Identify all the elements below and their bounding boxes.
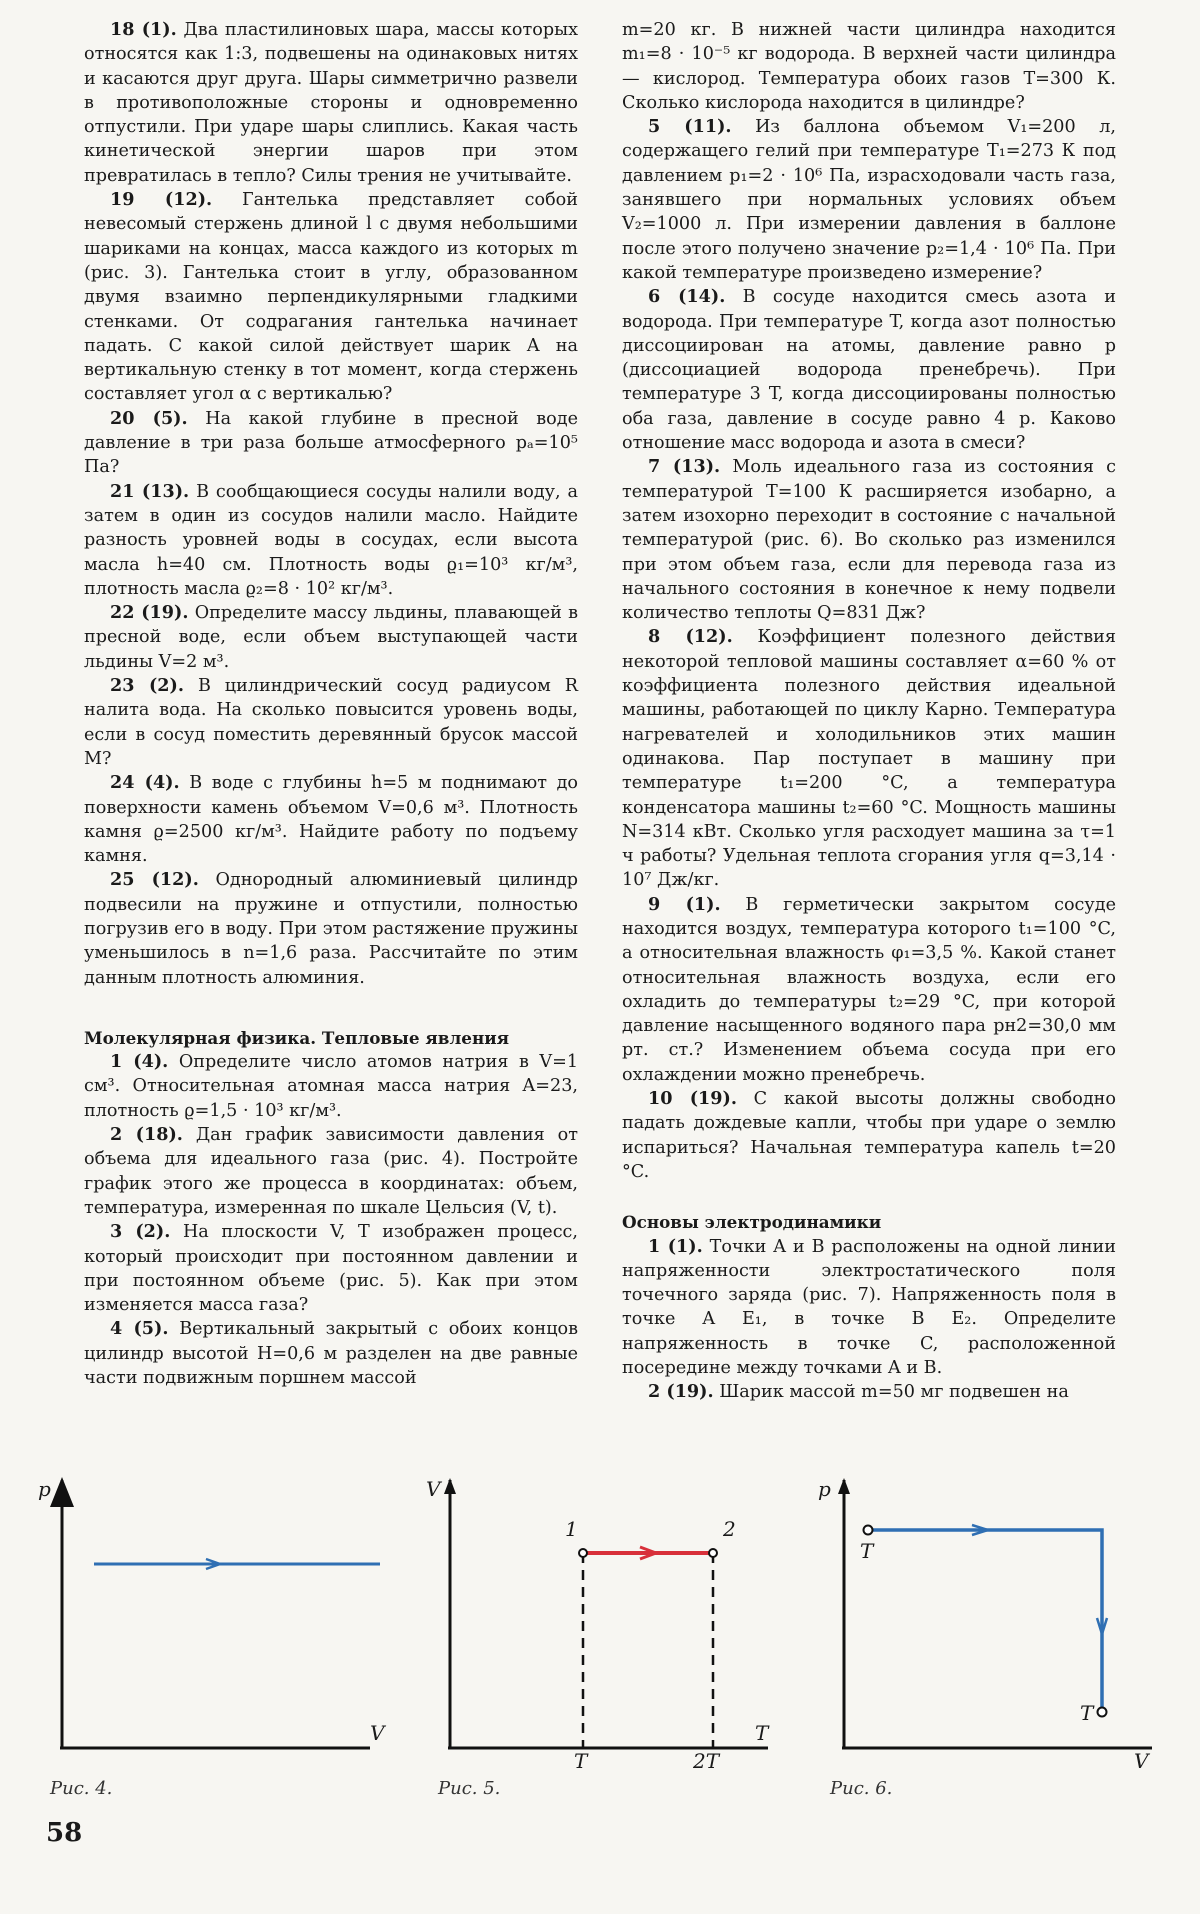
problem-m7: 7 (13). Моль идеального газа из состояния с температурой T=100 К расширяется изобарно, а затем изохорно переходит в состояние с начальной температурой (рис. 6). Во сколько раз изменился при этом объем газа, если для перевода газа из начального состояния в конечное к нему подвели количество теплоты Q=831 Дж? (622, 456, 1117, 624)
problem-24: 24 (4). В воде с глубины h=5 м поднимают до поверхности камень объемом V=0,6 м³. Плотность камня ϱ=2500 кг/м³. Найдите работу по подъему камня. (84, 772, 579, 867)
problem-e2: 2 (19). Шарик массой m=50 мг подвешен на (648, 1381, 1069, 1403)
y-axis-arrow (444, 1478, 456, 1494)
point-2-label: 2 (723, 1517, 736, 1541)
problem-m4: 4 (5). Вертикальный закрытый с обоих концов цилиндр высотой H=0,6 м разделен на две равные части подвижным поршнем массой (84, 1318, 579, 1389)
section-heading-molecular: Молекулярная физика. Тепловые явления (84, 1027, 510, 1048)
y-axis-label: V (426, 1477, 441, 1501)
x-axis-label: V (1134, 1749, 1149, 1773)
problem-23: 23 (2). В цилиндрический сосуд радиусом R налита вода. На сколько повысится уровень воды, если в сосуд поместить деревянный брусок массой M? (84, 675, 579, 769)
problem-m1: 1 (4). Определите число атомов натрия в V=1 см³. Относительная атомная масса натрия A=23, плотность ϱ=1,5 · 10³ кг/м³. (84, 1051, 579, 1121)
y-axis-arrow (838, 1478, 850, 1494)
figure-6 (818, 1468, 1162, 1773)
start-label: T (860, 1539, 874, 1563)
process-path (868, 1530, 1102, 1710)
problem-18: 18 (1). Два пластилиновых шара, массы которых относятся как 1:3, подвешены на одинаковых нитях и касаются друг друга. Шары симметрично развели в противоположные стороны и одновременно отпустили. При ударе шары слиплись. Какая часть кинетической энергии шаров при этом превратилась в тепло? Силы трения не учитывайте. (84, 19, 579, 186)
problem-19: 19 (12). Гантелька представляет собой невесомый стержень длиной l с двумя небольшими шариками на концах, масса каждого из которых m (рис. 3). Гантелька стоит в углу, образованном двумя взаимно перпендикулярными гладкими стенками. От содрагания гантелька начинает падать. С какой силой действует шарик A на вертикальную стенку в тот момент, когда стержень составляет угол α с вертикалью? (84, 189, 578, 405)
end-label: T (1080, 1701, 1094, 1725)
problem-m2: 2 (18). Дан график зависимости давления от объема для идеального газа (рис. 4). Постройте график этого же процесса в координатах: объем, температура, измеренная по шкале Цельсия (V, t). (84, 1124, 579, 1218)
problem-m4-continued: m=20 кг. В нижней части цилиндра находится m₁=8 · 10⁻⁵ кг водорода. В верхней части цилиндра — кислород. Температура обоих газов T=300 К. Сколько кислорода находится в цилиндре? (622, 20, 1116, 113)
end-point (1098, 1708, 1107, 1717)
problem-21: 21 (13). В сообщающиеся сосуды налили воду, а затем в один из сосудов налили масло. Найдите разность уровней воды в сосудах, если высота масла h=40 см. Плотность воды ϱ₁=10³ кг/м³, плотность масла ϱ₂=8 · 10² кг/м³. (84, 480, 579, 599)
y-axis-label: p (818, 1477, 831, 1501)
problem-m6: 6 (14). В сосуде находится смесь азота и водорода. При температуре T, когда азот полностью диссоциирован на атомы, давление равно p (диссоциацией водорода пренебречь). При температуре 3 T, когда диссоциированы полностью оба газа, давление в сосуде равно 4 p. Каково отношение масс водорода и азота в смеси? (622, 286, 1116, 454)
caption-fig6: Рис. 6. (830, 1778, 893, 1799)
caption-fig5: Рис. 5. (438, 1778, 501, 1799)
point-1-label: 1 (565, 1517, 578, 1541)
x-axis-label: T (755, 1721, 769, 1745)
y-axis-label: p (38, 1477, 51, 1501)
figure-5 (426, 1468, 778, 1773)
section-heading-electro: Основы электродинамики (622, 1212, 882, 1233)
right-column (622, 18, 1116, 1405)
problem-m5: 5 (11). Из баллона объемом V₁=200 л, содержащего гелий при температуре T₁=273 К под давлением p₁=2 · 10⁶ Па, израсходовали часть газа, занявшего при нормальных условиях объем V₂=1000 л. При измерении давления в баллоне после этого получено значение p₂=1,4 · 10⁶ Па. При какой температуре произведено измерение? (622, 116, 1116, 283)
caption-fig4: Рис. 4. (50, 1778, 113, 1799)
problem-m10: 10 (19). С какой высоты должны свободно падать дождевые капли, чтобы при ударе о землю испариться? Начальная температура капель t=20 °C. (622, 1088, 1116, 1182)
left-column (84, 18, 578, 1390)
problem-m3: 3 (2). На плоскости V, T изображен процесс, который происходит при постоянном давлении и при постоянном объеме (рис. 5). Как при этом изменяется масса газа? (84, 1221, 578, 1316)
x-axis-label: V (370, 1721, 385, 1745)
figure-4 (38, 1468, 385, 1768)
point-1 (579, 1549, 587, 1557)
problem-22: 22 (19). Определите массу льдины, плавающей в пресной воде, если объем выступающей части льдины V=2 м³. (84, 602, 578, 672)
tick-2T: 2T (693, 1749, 720, 1773)
tick-T: T (574, 1749, 588, 1773)
problem-m8: 8 (12). Коэффициент полезного действия некоторой тепловой машины составляет α=60 % от коэффициента полезного действия идеальной машины, работающей по циклу Карно. Температура нагревателей и холодильников этих машин одинакова. Пар поступает в машину при температуре t₁=200 °C, а температура конденсатора машины t₂=60 °C. Мощность машины N=314 кВт. Сколько угля расходует машина за τ=1 ч работы? Удельная теплота сгорания угля q=3,14 · 10⁷ Дж/кг. (622, 626, 1116, 891)
page-number: 58 (46, 1818, 83, 1848)
problem-25: 25 (12). Однородный алюминиевый цилиндр подвесили на пружине и отпустили, полностью погрузив его в воду. При этом растяжение пружины уменьшилось в n=1,6 раза. Рассчитайте по этим данным плотность алюминия. (84, 869, 578, 988)
problem-m9: 9 (1). В герметически закрытом сосуде находится воздух, температура которого t₁=100 °C, а относительная влажность φ₁=3,5 %. Какой станет относительная влажность воздуха, если его охладить до температуры t₂=29 °C, при которой давление насыщенного водяного пара pн2=30,0 мм рт. ст.? Изменением объема сосуда при его охлаждении можно пренебречь. (622, 893, 1117, 1085)
point-2 (709, 1549, 717, 1557)
start-point (864, 1526, 873, 1535)
problem-20: 20 (5). На какой глубине в пресной воде давление в три раза больше атмосферного pₐ=10⁵ Па? (84, 407, 579, 478)
problem-e1: 1 (1). Точки A и B расположены на одной линии напряженности электростатического поля точечного заряда (рис. 7). Напряженность поля в точке A E₁, в точке B E₂. Определите напряженность в точке C, расположенной посередине между точками A и B. (622, 1235, 1117, 1379)
